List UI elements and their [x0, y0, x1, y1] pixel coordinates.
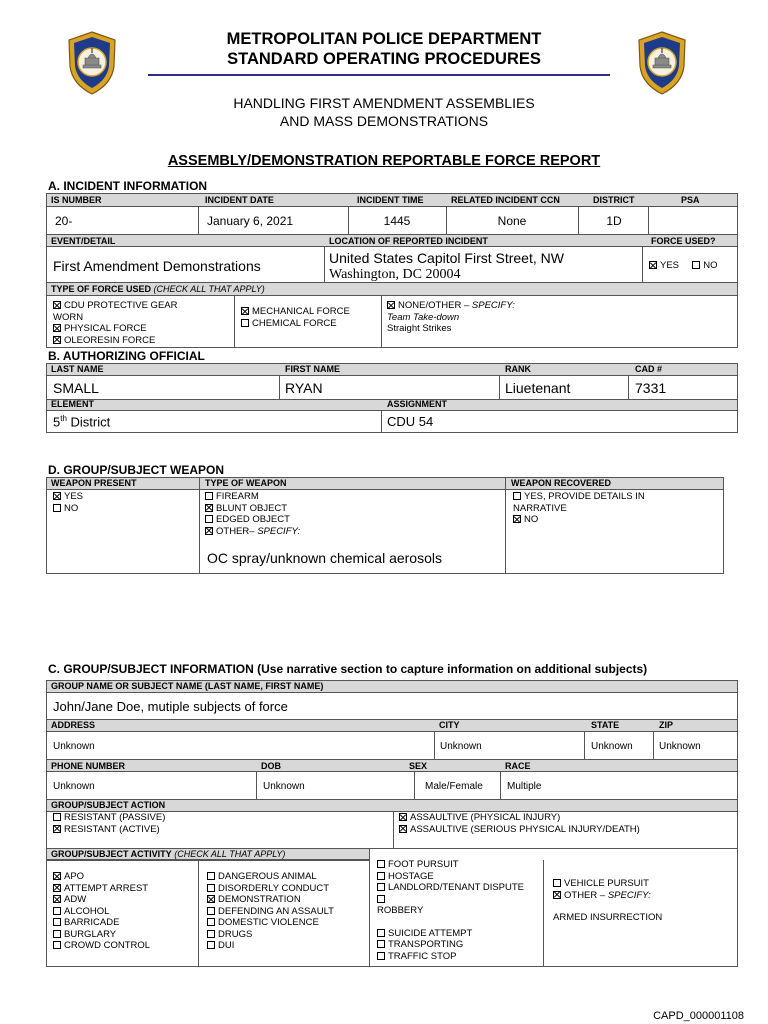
activity-barricade[interactable]: BARRICADE — [53, 917, 150, 929]
header-element: ELEMENT — [51, 399, 95, 409]
location-line1[interactable]: United States Capitol First Street, NW — [329, 250, 564, 266]
activity-adw[interactable]: ADW — [53, 894, 150, 906]
activity-demonstration[interactable]: DEMONSTRATION — [207, 894, 334, 906]
header-dob: DOB — [261, 761, 281, 771]
activity-traffic-stop[interactable]: TRAFFIC STOP — [377, 951, 524, 963]
force-cdu-gear-worn: WORN — [53, 311, 84, 323]
activity-other-text[interactable]: ARMED INSURRECTION — [553, 912, 663, 923]
activity-defending[interactable]: DEFENDING AN ASSAULT — [207, 906, 334, 918]
location-line2[interactable]: Washington, DC 20004 — [329, 267, 461, 282]
action-col1 — [53, 812, 165, 835]
rank-value[interactable]: Liuetenant — [505, 380, 571, 396]
header-force-used: FORCE USED? — [651, 236, 716, 246]
header-rank: RANK — [505, 364, 531, 374]
weapon-other[interactable]: OTHER– SPECIFY: — [205, 526, 300, 538]
zip-value[interactable]: Unknown — [659, 741, 701, 752]
checked-box-icon — [399, 825, 407, 833]
empty-box-icon — [205, 515, 213, 523]
force-type-col1 — [53, 300, 178, 346]
activity-transporting[interactable]: TRANSPORTING — [377, 939, 524, 951]
checked-box-icon — [205, 527, 213, 535]
activity-robbery: ROBBERY — [377, 905, 424, 916]
empty-box-icon — [241, 319, 249, 327]
sex-value[interactable]: Male/Female — [425, 781, 483, 792]
header-sex: SEX — [409, 761, 428, 771]
activity-col4 — [553, 878, 662, 924]
checked-box-icon — [399, 813, 407, 821]
sop-title: STANDARD OPERATING PROCEDURES — [227, 50, 541, 68]
cad-value[interactable]: 7331 — [635, 380, 667, 396]
checked-box-icon — [553, 891, 561, 899]
phone-value[interactable]: Unknown — [53, 781, 95, 792]
header-group-action: GROUP/SUBJECT ACTION — [51, 800, 166, 810]
is-number-value[interactable]: 20- — [55, 214, 73, 228]
header-weapon-present: WEAPON PRESENT — [51, 478, 137, 488]
header-related-ccn: RELATED INCIDENT CCN — [451, 195, 560, 205]
empty-box-icon — [207, 941, 215, 949]
empty-box-icon — [692, 261, 700, 269]
authorizing-official-table — [46, 363, 738, 433]
activity-burglary[interactable]: BURGLARY — [53, 929, 150, 941]
checked-box-icon — [53, 301, 61, 309]
header-first-name: FIRST NAME — [285, 364, 340, 374]
header-race: RACE — [505, 761, 531, 771]
weapon-recovered-yes[interactable]: YES, PROVIDE DETAILS IN — [513, 491, 645, 503]
bates-number: CAPD_000001108 — [653, 1010, 744, 1022]
force-used-options — [649, 260, 717, 272]
incident-info-table — [46, 193, 738, 348]
force-used-yes[interactable]: YES — [649, 260, 679, 271]
checked-box-icon — [387, 301, 395, 309]
activity-vehicle-pursuit[interactable]: VEHICLE PURSUIT — [553, 878, 662, 890]
checked-box-icon — [53, 336, 61, 344]
force-chemical[interactable]: CHEMICAL FORCE — [241, 318, 350, 330]
checked-box-icon — [53, 492, 61, 500]
weapon-recovered-options — [513, 491, 645, 526]
activity-dui[interactable]: DUI — [207, 940, 334, 952]
activity-dangerous-animal[interactable]: DANGEROUS ANIMAL — [207, 871, 334, 883]
action-assault-serious[interactable]: ASSAULTIVE (SERIOUS PHYSICAL INJURY/DEATH) — [399, 824, 640, 836]
subtitle-line1: HANDLING FIRST AMENDMENT ASSEMBLIES — [233, 95, 535, 111]
incident-date-value[interactable]: January 6, 2021 — [207, 214, 294, 228]
empty-box-icon — [377, 929, 385, 937]
empty-box-icon — [377, 895, 385, 903]
related-ccn-value[interactable]: None — [497, 214, 527, 228]
weapon-firearm[interactable]: FIREARM — [205, 491, 300, 503]
district-value[interactable]: 1D — [606, 214, 622, 228]
empty-box-icon — [53, 504, 61, 512]
activity-col1 — [53, 871, 150, 952]
action-assault-physical[interactable]: ASSAULTIVE (PHYSICAL INJURY) — [399, 812, 640, 824]
empty-box-icon — [53, 813, 61, 821]
checked-box-icon — [241, 307, 249, 315]
force-mechanical[interactable]: MECHANICAL FORCE — [241, 306, 350, 318]
weapon-table — [46, 477, 724, 574]
header-state: STATE — [591, 720, 620, 730]
empty-box-icon — [207, 884, 215, 892]
subtitle-line2: AND MASS DEMONSTRATIONS — [279, 113, 489, 129]
header-rule — [148, 74, 610, 76]
last-name-value[interactable]: SMALL — [53, 380, 99, 396]
force-type-col3 — [387, 300, 515, 335]
empty-box-icon — [377, 940, 385, 948]
empty-box-icon — [377, 860, 385, 868]
weapon-other-text[interactable]: OC spray/unknown chemical aerosols — [207, 550, 442, 566]
empty-box-icon — [553, 879, 561, 887]
section-b-title: B. AUTHORIZING OFFICIAL — [48, 349, 205, 363]
activity-alcohol[interactable]: ALCOHOL — [53, 906, 150, 918]
weapon-present-options — [53, 491, 83, 514]
dob-value[interactable]: Unknown — [263, 781, 305, 792]
checked-box-icon — [205, 504, 213, 512]
event-detail-value[interactable]: First Amendment Demonstrations — [53, 258, 261, 274]
empty-box-icon — [207, 930, 215, 938]
assignment-value[interactable]: CDU 54 — [387, 414, 434, 429]
header-incident-date: INCIDENT DATE — [205, 195, 274, 205]
checked-box-icon — [53, 825, 61, 833]
force-physical[interactable]: PHYSICAL FORCE — [53, 323, 178, 335]
header-location: LOCATION OF REPORTED INCIDENT — [329, 236, 488, 246]
force-cdu-gear[interactable]: CDU PROTECTIVE GEAR — [53, 300, 178, 312]
mpd-seal-left — [66, 30, 118, 96]
activity-apo[interactable]: APO — [53, 871, 150, 883]
weapon-type-options — [205, 491, 300, 537]
empty-box-icon — [53, 907, 61, 915]
action-col2 — [399, 812, 640, 835]
mpd-seal-right — [636, 30, 688, 96]
empty-box-icon — [513, 492, 521, 500]
activity-col2 — [207, 871, 334, 952]
activity-foot-pursuit[interactable]: FOOT PURSUIT — [377, 859, 524, 871]
activity-landlord[interactable]: LANDLORD/TENANT DISPUTE — [377, 882, 524, 894]
section-d-title: D. GROUP/SUBJECT WEAPON — [48, 463, 225, 477]
incident-time-value[interactable]: 1445 — [383, 214, 411, 228]
empty-box-icon — [207, 872, 215, 880]
empty-box-icon — [377, 872, 385, 880]
header-incident-time: INCIDENT TIME — [357, 195, 424, 205]
group-subject-table — [46, 680, 738, 967]
force-type-col2 — [241, 306, 350, 329]
race-value[interactable]: Multiple — [507, 781, 542, 792]
checked-box-icon — [53, 872, 61, 880]
activity-crowd-control[interactable]: CROWD CONTROL — [53, 940, 150, 952]
force-other-text2[interactable]: Straight Strikes — [387, 323, 452, 334]
weapon-blunt[interactable]: BLUNT OBJECT — [205, 503, 300, 515]
activity-attempt-arrest[interactable]: ATTEMPT ARREST — [53, 883, 150, 895]
group-name-value[interactable]: John/Jane Doe, mutiple subjects of force — [53, 699, 288, 714]
empty-box-icon — [53, 918, 61, 926]
empty-box-icon — [377, 952, 385, 960]
checked-box-icon — [53, 324, 61, 332]
header-group-activity: GROUP/SUBJECT ACTIVITY (CHECK ALL THAT APPLY) — [51, 849, 286, 859]
weapon-present-yes[interactable]: YES — [53, 491, 83, 503]
header-phone: PHONE NUMBER — [51, 761, 126, 771]
force-used-no[interactable]: NO — [692, 260, 717, 271]
activity-disorderly[interactable]: DISORDERLY CONDUCT — [207, 883, 334, 895]
empty-box-icon — [53, 930, 61, 938]
empty-box-icon — [205, 492, 213, 500]
force-other-text1[interactable]: Team Take-down — [387, 311, 460, 323]
activity-col3 — [377, 859, 524, 962]
address-value[interactable]: Unknown — [53, 741, 95, 752]
empty-box-icon — [207, 918, 215, 926]
header-assignment: ASSIGNMENT — [387, 399, 448, 409]
action-passive[interactable]: RESISTANT (PASSIVE) — [53, 812, 165, 824]
checked-box-icon — [649, 261, 657, 269]
force-none-other[interactable]: NONE/OTHER – SPECIFY: — [387, 300, 515, 312]
element-value[interactable]: 5th District — [53, 414, 111, 430]
header-type-of-force: TYPE OF FORCE USED (CHECK ALL THAT APPLY) — [51, 284, 265, 294]
force-oleoresin[interactable]: OLEORESIN FORCE — [53, 335, 178, 347]
header-cad: CAD # — [635, 364, 663, 374]
action-active[interactable]: RESISTANT (ACTIVE) — [53, 824, 165, 836]
header-address: ADDRESS — [51, 720, 96, 730]
activity-robbery-box[interactable] — [377, 894, 524, 906]
header-group-name: GROUP NAME OR SUBJECT NAME (LAST NAME, FIRST NAME) — [51, 681, 324, 691]
activity-drugs[interactable]: DRUGS — [207, 929, 334, 941]
checked-box-icon — [53, 884, 61, 892]
checked-box-icon — [207, 895, 215, 903]
activity-domestic[interactable]: DOMESTIC VIOLENCE — [207, 917, 334, 929]
header-event-detail: EVENT/DETAIL — [51, 236, 116, 246]
activity-suicide[interactable]: SUICIDE ATTEMPT — [377, 928, 524, 940]
weapon-recovered-no[interactable]: NO — [513, 514, 645, 526]
header-type-of-weapon: TYPE OF WEAPON — [205, 478, 287, 488]
header-zip: ZIP — [659, 720, 674, 730]
report-title: ASSEMBLY/DEMONSTRATION REPORTABLE FORCE REPORT — [167, 153, 601, 169]
header-last-name: LAST NAME — [51, 364, 104, 374]
first-name-value[interactable]: RYAN — [285, 380, 323, 396]
weapon-present-no[interactable]: NO — [53, 503, 83, 515]
section-a-title: A. INCIDENT INFORMATION — [48, 179, 208, 193]
empty-box-icon — [53, 941, 61, 949]
section-c-title: C. GROUP/SUBJECT INFORMATION (Use narrative section to capture information on additional subjects) — [48, 662, 648, 676]
empty-box-icon — [377, 883, 385, 891]
weapon-edged[interactable]: EDGED OBJECT — [205, 514, 300, 526]
header-district: DISTRICT — [593, 195, 635, 205]
activity-hostage[interactable]: HOSTAGE — [377, 871, 524, 883]
checked-box-icon — [513, 515, 521, 523]
weapon-recovered-yes-cont: NARRATIVE — [513, 502, 567, 514]
activity-other[interactable]: OTHER – SPECIFY: — [553, 890, 662, 902]
header-psa: PSA — [681, 195, 700, 205]
header-is-number: IS NUMBER — [51, 195, 102, 205]
checked-box-icon — [53, 895, 61, 903]
header-city: CITY — [439, 720, 460, 730]
city-value[interactable]: Unknown — [440, 741, 482, 752]
empty-box-icon — [207, 907, 215, 915]
header-weapon-recovered: WEAPON RECOVERED — [511, 478, 612, 488]
department-title: METROPOLITAN POLICE DEPARTMENT — [226, 30, 542, 48]
state-value[interactable]: Unknown — [591, 741, 633, 752]
